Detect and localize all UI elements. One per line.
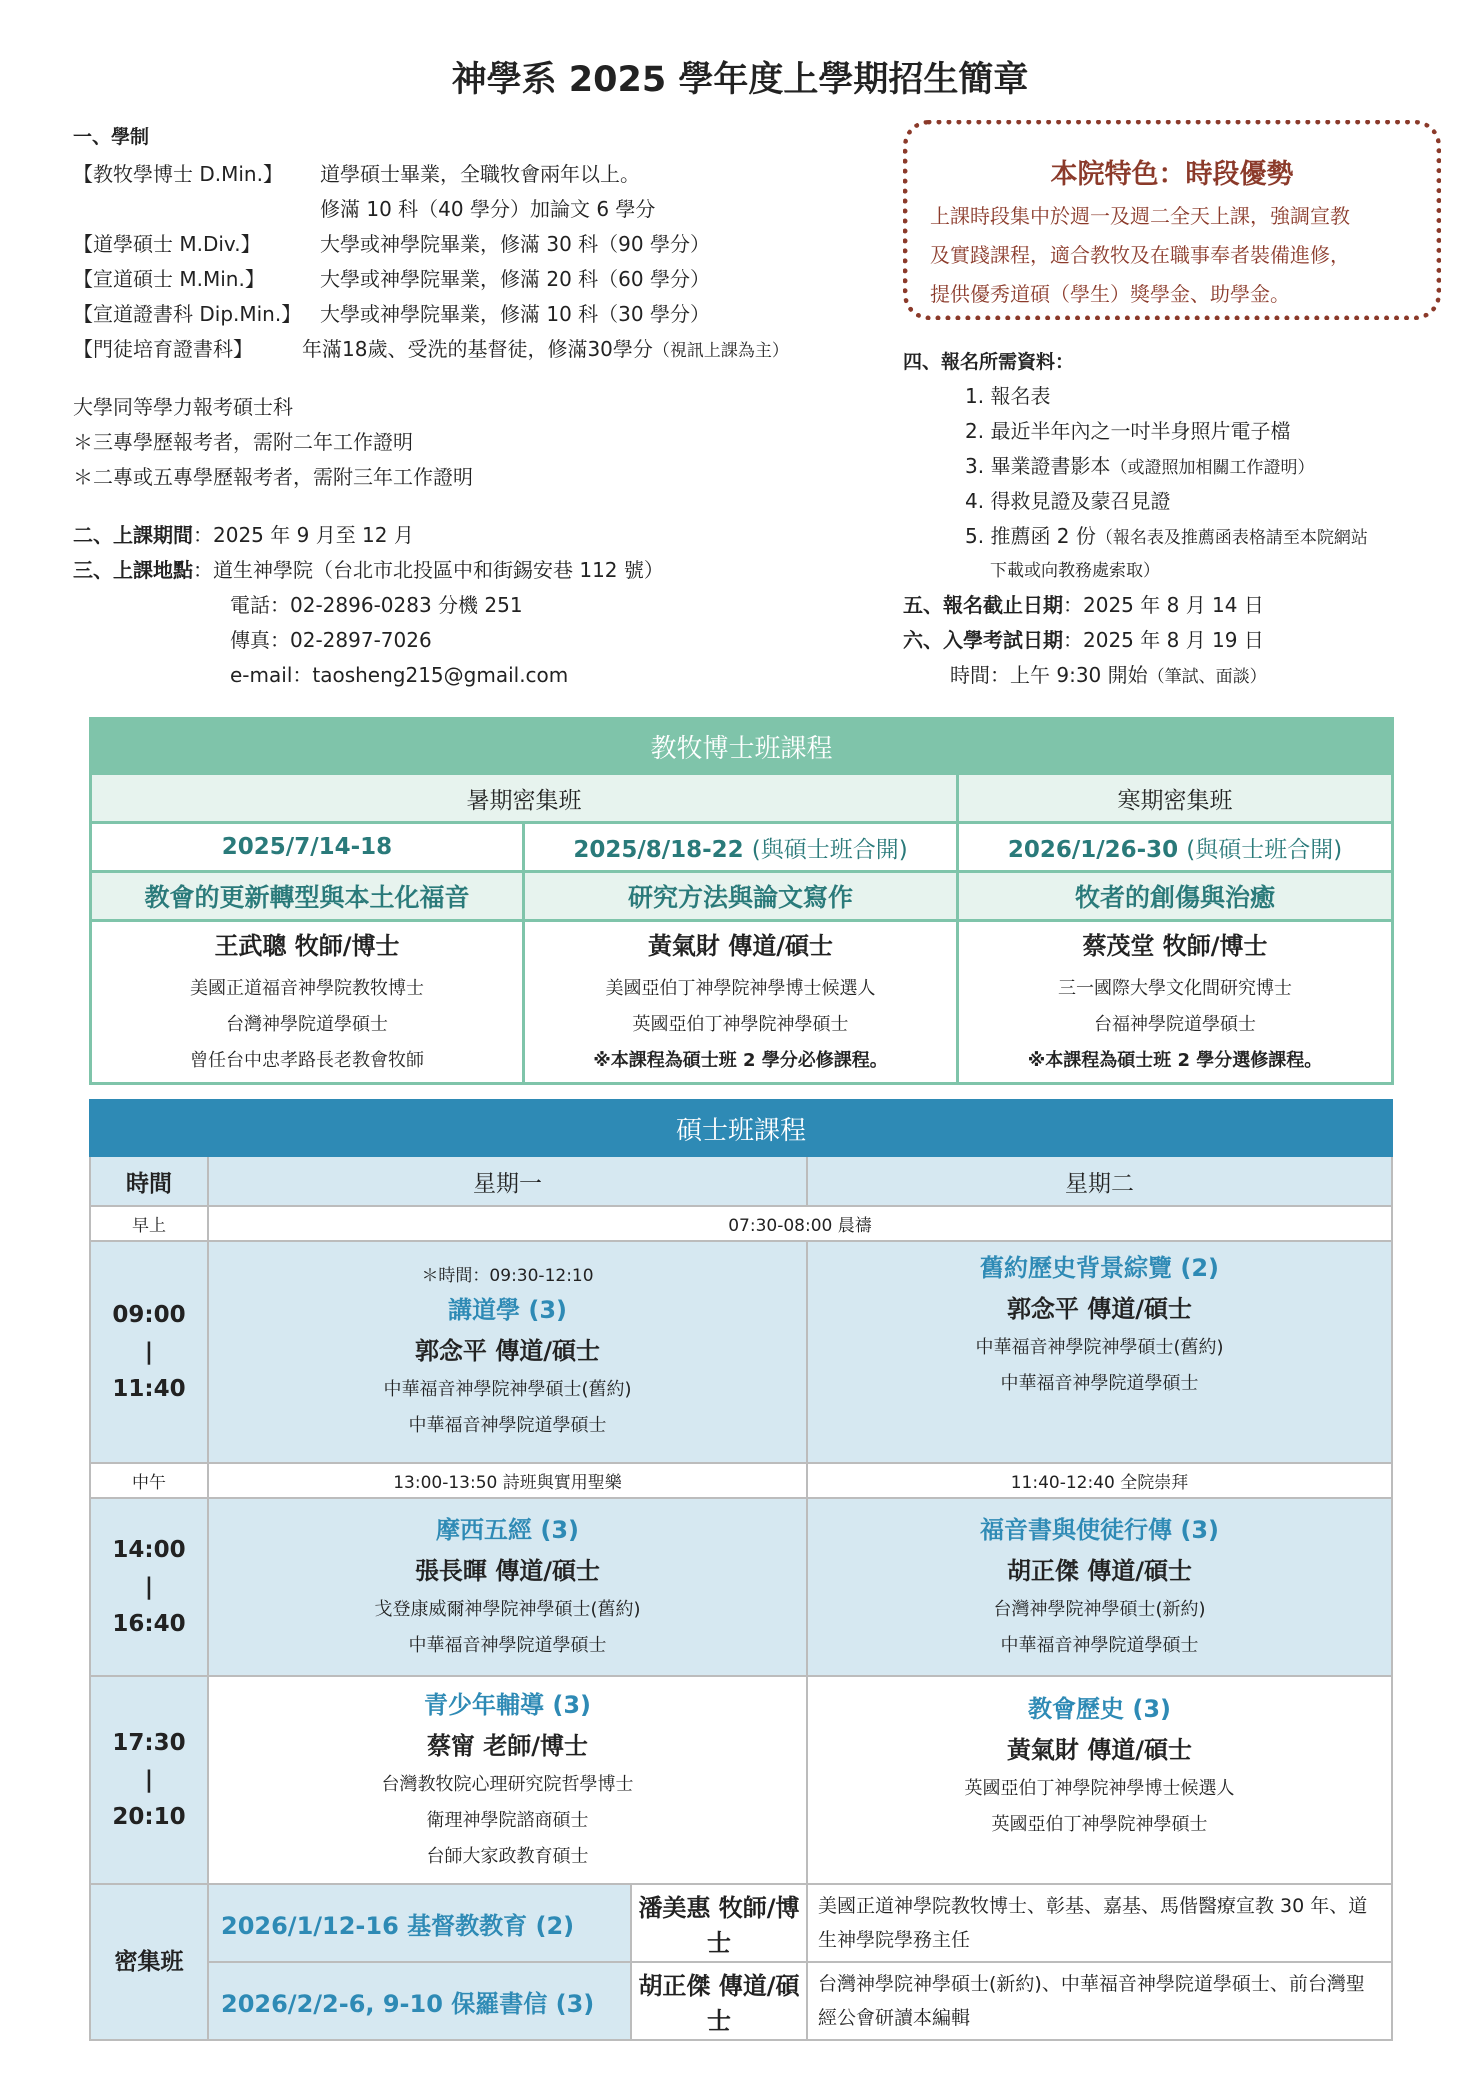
dmin-header: 教牧博士班課程 (91, 719, 1393, 774)
section3: 三、上課地點：道生神學院（台北市北投區中和街錫安巷 112 號） (73, 558, 664, 582)
email: e-mail：taosheng215@gmail.com (230, 663, 569, 687)
program-mdiv-req: 大學或神學院畢業，修滿 30 科（90 學分） (320, 232, 710, 256)
col-time: 時間 (90, 1156, 208, 1206)
noon-tuesday: 11:40-12:40 全院崇拜 (807, 1463, 1392, 1498)
exam-time: 時間：上午 9:30 開始（筆試、面談） (950, 663, 1267, 687)
req-item: 4. 得救見證及蒙召見證 (965, 489, 1171, 513)
req-item: 1. 報名表 (965, 384, 1051, 408)
intensive-course: 2026/1/12-16 基督教教育 (2) (208, 1884, 631, 1962)
dmin-course-title: 牧者的創傷與治癒 (958, 872, 1393, 921)
morning-prayer: 07:30-08:00 晨禱 (208, 1206, 1392, 1241)
program-mdiv-name: 【道學碩士 M.Div.】 (73, 232, 261, 256)
dmin-winter: 寒期密集班 (958, 774, 1393, 823)
dmin-date: 2025/7/14-18 (91, 823, 524, 872)
section2: 二、上課期間：2025 年 9 月至 12 月 (73, 523, 414, 547)
class-cell: 福音書與使徒行傳 (3) 胡正傑 傳道/碩士 台灣神學院神學碩士(新約) 中華福音神學院道學碩士 (807, 1498, 1392, 1676)
dmin-teacher-info: 王武聰 牧師/博士 美國正道福音神學院教牧博士 台灣神學院道學碩士 曾任台中忠孝路長老教會牧師 (91, 921, 524, 1084)
req-item: 5. 推薦函 2 份（報名表及推薦函表格請至本院網站 (965, 524, 1368, 548)
noon-monday: 13:00-13:50 詩班與實用聖樂 (208, 1463, 807, 1498)
section5: 五、報名截止日期：2025 年 8 月 14 日 (903, 593, 1264, 617)
program-dipmin-req: 大學或神學院畢業，修滿 10 科（30 學分） (320, 302, 710, 326)
morning-label: 早上 (90, 1206, 208, 1241)
time-slot: 14:00 | 16:40 (90, 1498, 208, 1676)
req-item-note: 下載或向教務處索取） (990, 561, 1160, 581)
equivalent-title: 大學同等學力報考碩士科 (73, 395, 293, 419)
section4-heading: 四、報名所需資料： (903, 351, 1075, 373)
intensive-teacher: 潘美惠 牧師/博士 (631, 1884, 807, 1962)
intensive-desc: 台灣神學院神學碩士(新約)、中華福音神學院道學碩士、前台灣聖經公會研讀本編輯 (807, 1962, 1392, 2040)
mdiv-table (89, 1099, 1393, 2041)
dmin-table (89, 717, 1394, 1085)
program-dipmin-name: 【宣道證書科 Dip.Min.】 (73, 302, 302, 326)
intensive-label: 密集班 (90, 1884, 208, 2040)
class-cell: 摩西五經 (3) 張長暉 傳道/碩士 戈登康威爾神學院神學碩士(舊約) 中華福音神學院道學碩士 (208, 1498, 807, 1676)
mdiv-header: 碩士班課程 (90, 1100, 1392, 1156)
dmin-date: 2026/1/26-30 (與碩士班合開) (958, 823, 1393, 872)
intensive-desc: 美國正道神學院教牧博士、彰基、嘉基、馬偕醫療宣教 30 年、道生神學院學務主任 (807, 1884, 1392, 1962)
equivalent-item: ＊三專學歷報考者，需附二年工作證明 (73, 430, 413, 454)
program-dmin-name: 【教牧學博士 D.Min.】 (73, 162, 283, 186)
time-slot: 09:00 | 11:40 (90, 1241, 208, 1463)
page-title: 神學系 2025 學年度上學期招生簡章 (451, 60, 1029, 100)
noon-label: 中午 (90, 1463, 208, 1498)
intensive-teacher: 胡正傑 傳道/碩士 (631, 1962, 807, 2040)
feature-text: 上課時段集中於週一及週二全天上課，強調宣教 及實踐課程，適合教牧及在職事奉者裝備進修， 提供優秀道碩（學生）獎學金、助學金。 (930, 204, 1350, 306)
class-cell: 教會歷史 (3) 黃氣財 傳道/碩士 英國亞伯丁神學院神學博士候選人 英國亞伯丁神學院神學碩士 (807, 1676, 1392, 1884)
class-cell: ＊時間：09:30-12:10 講道學 (3) 郭念平 傳道/碩士 中華福音神學院神學碩士(舊約) 中華福音神學院道學碩士 (208, 1241, 807, 1463)
phone: 電話：02-2896-0283 分機 251 (230, 593, 523, 617)
req-item: 3. 畢業證書影本（或證照加相關工作證明） (965, 454, 1315, 478)
fax: 傳真：02-2897-7026 (230, 628, 432, 652)
class-cell: 舊約歷史背景綜覽 (2) 郭念平 傳道/碩士 中華福音神學院神學碩士(舊約) 中華福音神學院道學碩士 (807, 1241, 1392, 1463)
dmin-date: 2025/8/18-22 (與碩士班合開) (524, 823, 958, 872)
program-dmin-req: 道學碩士畢業，全職牧會兩年以上。 (320, 162, 640, 186)
class-cell: 青少年輔導 (3) 蔡甯 老師/博士 台灣教牧院心理研究院哲學博士 衛理神學院諮商碩士 台師大家政教育碩士 (208, 1676, 807, 1884)
program-dmin-req2: 修滿 10 科（40 學分）加論文 6 學分 (320, 197, 656, 221)
req-item: 2. 最近半年內之一吋半身照片電子檔 (965, 419, 1291, 443)
time-slot: 17:30 | 20:10 (90, 1676, 208, 1884)
section1-heading: 一、學制 (73, 126, 150, 148)
equivalent-item: ＊二專或五專學歷報考者，需附三年工作證明 (73, 465, 473, 489)
dmin-course-title: 研究方法與論文寫作 (524, 872, 958, 921)
dmin-summer: 暑期密集班 (91, 774, 958, 823)
section6: 六、入學考試日期：2025 年 8 月 19 日 (903, 628, 1264, 652)
dmin-course-title: 教會的更新轉型與本土化福音 (91, 872, 524, 921)
intensive-course: 2026/2/2-6, 9-10 保羅書信 (3) (208, 1962, 631, 2040)
program-disciple-name: 【門徒培育證書科】 (73, 337, 253, 361)
col-monday: 星期一 (208, 1156, 807, 1206)
program-disciple-req: 年滿18歲、受洗的基督徒，修滿30學分（視訊上課為主） (302, 337, 789, 361)
program-mmin-name: 【宣道碩士 M.Min.】 (73, 267, 265, 291)
program-mmin-req: 大學或神學院畢業，修滿 20 科（60 學分） (320, 267, 710, 291)
col-tuesday: 星期二 (807, 1156, 1392, 1206)
feature-title: 本院特色：時段優勢 (1050, 159, 1294, 190)
dmin-teacher-info: 黃氣財 傳道/碩士 美國亞伯丁神學院神學博士候選人 英國亞伯丁神學院神學碩士 ※本課程為碩士班 2 學分必修課程。 (524, 921, 958, 1084)
dmin-teacher-info: 蔡茂堂 牧師/博士 三一國際大學文化間研究博士 台福神學院道學碩士 ※本課程為碩士班 2 學分選修課程。 (958, 921, 1393, 1084)
